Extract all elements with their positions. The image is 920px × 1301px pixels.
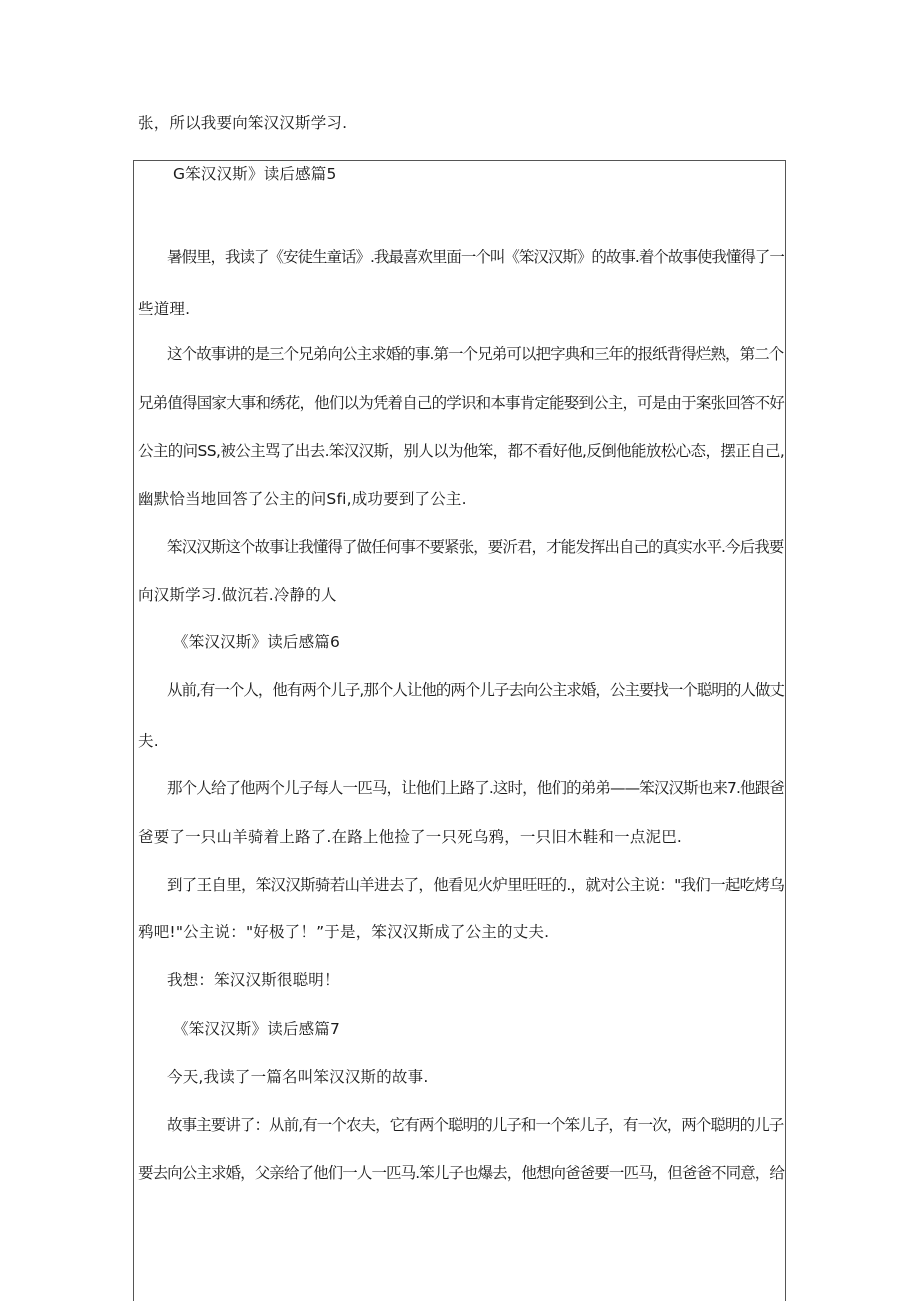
paragraph-line: 笨汉汉斯这个故事让我懂得了做任何事不要紧张，要沂君，才能发挥出自己的真实水平.今后我要 xyxy=(167,538,784,556)
paragraph-line: 些道理. xyxy=(138,300,191,318)
paragraph-line: 故事主要讲了：从前,有一个农夫，它有两个聪明的儿子和一个笨儿子，有一次，两个聪明的儿子 xyxy=(167,1116,784,1134)
paragraph-line: 向汉斯学习.做沉若.冷静的人 xyxy=(138,586,337,604)
paragraph-line: 要去向公主求婚，父亲给了他们一人一匹马.笨儿子也爆去，他想向爸爸要一匹马，但爸爸不同意，给 xyxy=(138,1164,784,1182)
paragraph-line: 幽默恰当地回答了公主的问Sfi,成功要到了公主. xyxy=(138,490,467,508)
paragraph-line: 公主的问SS,被公主骂了出去.笨汉汉斯，别人以为他笨，都不看好他,反倒他能放松心态，摆正自己, xyxy=(138,442,785,460)
paragraph-line: 从前,有一个人，他有两个儿子,那个人让他的两个儿子去向公主求婚，公主要找一个聪明的人做丈 xyxy=(167,681,784,699)
paragraph-line: 那个人给了他两个儿子每人一匹马，让他们上路了.这时，他们的弟弟——笨汉汉斯也来7.他跟爸 xyxy=(167,779,784,797)
paragraph-line: 暑假里，我读了《安徒生童话》.我最喜欢里面一个叫《笨汉汉斯》的故事.着个故事使我懂得了一 xyxy=(167,248,784,266)
paragraph-line: 我想：笨汉汉斯很聪明！ xyxy=(167,971,340,989)
paragraph-line: 夫. xyxy=(138,732,159,750)
paragraph-line: 这个故事讲的是三个兄弟向公主求婚的事.第一个兄弟可以把字典和三年的报纸背得烂熟，第二个 xyxy=(167,345,784,363)
essay-title-6: 《笨汉汉斯》读后感篇6 xyxy=(173,633,341,651)
paragraph-line: 鸦吧!"公主说："好极了！”于是，笨汉汉斯成了公主的丈夫. xyxy=(138,923,550,941)
paragraph-line: 到了王自里，笨汉汉斯骑若山羊进去了，他看见火炉里旺旺的.，就对公主说："我们一起吃烤乌 xyxy=(167,876,785,894)
essay-title-5: G笨汉汉斯》读后感篇5 xyxy=(173,165,337,183)
text-line-top: 张，所以我要向笨汉汉斯学习. xyxy=(138,114,348,132)
paragraph-line: 今天,我读了一篇名叫笨汉汉斯的故事. xyxy=(167,1068,429,1086)
paragraph-line: 爸要了一只山羊骑着上路了.在路上他捡了一只死乌鸦，一只旧木鞋和一点泥巴. xyxy=(138,828,683,846)
paragraph-line: 兄弟值得国家大事和绣花，他们以为凭着自己的学识和本事肯定能娶到公主，可是由于案张回答不好 xyxy=(138,394,784,412)
essay-title-7: 《笨汉汉斯》读后感篇7 xyxy=(173,1020,341,1038)
